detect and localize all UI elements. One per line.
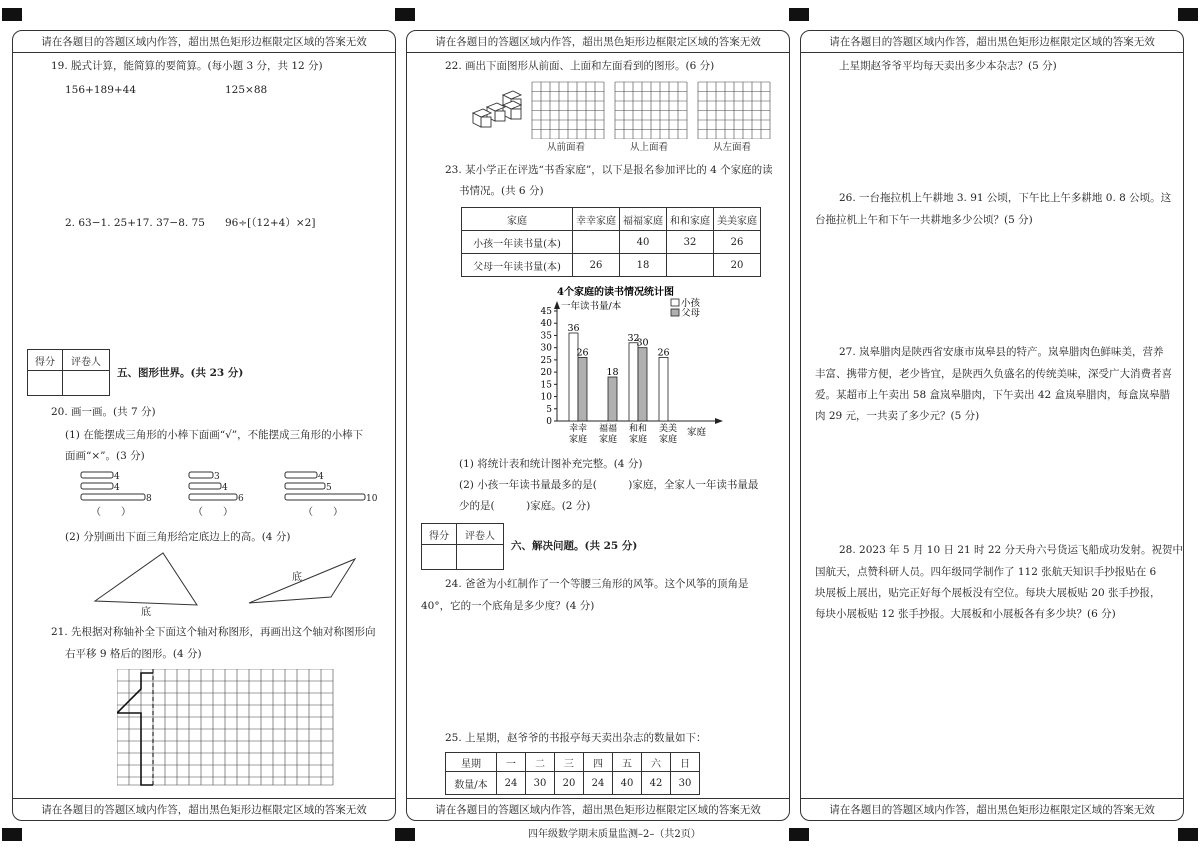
base-label-1: 底 (141, 607, 151, 618)
section-5-title: 五、图形世界。(共 23 分) (117, 367, 244, 379)
score-label: 得分 (28, 350, 63, 371)
stick-label: 10 (366, 494, 378, 504)
table-cell: 和和家庭 (667, 208, 714, 231)
table-cell: 32 (667, 231, 714, 254)
legend-swatch (671, 299, 679, 306)
y-tick-label: 0 (546, 417, 552, 427)
registration-mark (1178, 828, 1198, 841)
q20-part2: (2) 分别画出下面三角形给定底边上的高。(4 分) (65, 531, 291, 543)
q19-expr-4: 96÷[（12+4）×2] (225, 217, 316, 229)
chart-ylabel: 一年读书量/本 (561, 301, 622, 312)
registration-mark (2, 828, 22, 841)
table-cell: 数量/本 (446, 772, 497, 795)
y-axis-arrow (554, 301, 560, 309)
q26-line2: 台拖拉机上午和下午一共耕地多少公顷？(5 分) (815, 214, 1033, 226)
reading-bar-chart (517, 285, 777, 453)
y-tick-label: 45 (540, 307, 552, 317)
q23-line1: 23. 某小学正在评选“书香家庭”，以下是报名参加评比的 4 个家庭的读 (445, 164, 773, 176)
bar-value-label: 18 (606, 367, 619, 378)
table-cell: 26 (714, 231, 761, 254)
symmetry-grid[interactable] (117, 669, 337, 793)
table-cell: 五 (613, 753, 642, 772)
table-cell: 40 (620, 231, 667, 254)
q26-line1: 26. 一台拖拉机上午耕地 3. 91 公顷，下午比上午多耕地 0. 8 公顷。这 (839, 192, 1172, 204)
reading-table (461, 207, 761, 277)
q23-sub2-line1: (2) 小孩一年读书量最多的是( )家庭，全家人一年读书量最 (459, 479, 759, 491)
stick-label: 6 (238, 494, 244, 504)
table-cell: 家庭 (462, 208, 573, 231)
registration-mark (789, 8, 809, 21)
grader-label: 评卷人 (457, 524, 504, 545)
q25-title: 25. 上星期，赵爷爷的书报亭每天卖出杂志的数量如下： (445, 732, 707, 744)
q19-expr-3: 2. 63−1. 25+17. 37−8. 75 (65, 217, 205, 229)
table-cell: 20 (555, 772, 584, 795)
q20-title: 20. 画一画。(共 7 分) (51, 406, 156, 418)
view-grid-top[interactable] (614, 81, 688, 139)
grader-cell[interactable] (63, 371, 110, 396)
x-category-label: 福福 (598, 424, 618, 434)
score-box (421, 523, 504, 570)
bar-value-label: 36 (567, 323, 580, 334)
stick-label: 4 (114, 483, 120, 493)
view-label-left: 从左面看 (713, 142, 752, 153)
table-cell: 父母一年读书量(本) (462, 254, 573, 277)
stick-label: 4 (114, 472, 120, 482)
table-cell: 日 (671, 753, 700, 772)
bar-value-label: 32 (627, 332, 640, 344)
answer-paren: （ ） (193, 507, 233, 517)
legend-swatch (671, 309, 679, 316)
q28-line1: 28. 2023 年 5 月 10 日 21 时 22 分天舟六号货运飞船成功发射。祝贺中 (839, 544, 1184, 556)
legend-label: 小孩 (681, 298, 701, 309)
table-cell: 六 (642, 753, 671, 772)
table-cell: 24 (497, 772, 526, 795)
registration-mark (395, 8, 415, 21)
answer-paren: （ ） (303, 507, 343, 517)
x-axis-arrow (715, 418, 723, 424)
footer-note: 请在各题目的答题区域内作答，超出黑色矩形边框限定区域的答案无效 (13, 798, 395, 817)
q22-title: 22. 画出下面图形从前面、上面和左面看到的图形。(6 分) (445, 60, 715, 72)
y-tick-label: 20 (540, 368, 552, 379)
stick-label: 3 (214, 472, 220, 482)
answer-panel-1 (12, 30, 396, 821)
x-category-label: 和和 (628, 424, 648, 434)
cube-figure (467, 89, 527, 139)
table-cell: 福福家庭 (620, 208, 667, 231)
table-cell: 42 (642, 772, 671, 795)
q27-line4: 肉 29 元，一共卖了多少元？(5 分) (815, 410, 980, 422)
table-cell[interactable] (667, 254, 714, 277)
triangles-figure (13, 551, 393, 621)
table-cell: 美美家庭 (714, 208, 761, 231)
section-6-title: 六、解决问题。(共 25 分) (511, 540, 638, 552)
bar (569, 333, 578, 421)
stick-label: 4 (318, 472, 324, 482)
stick-label: 5 (326, 483, 332, 493)
registration-mark (789, 828, 809, 841)
table-cell: 四 (584, 753, 613, 772)
q21-line2: 右平移 9 格后的图形。(4 分) (65, 648, 202, 660)
stick-label: 8 (146, 494, 152, 504)
legend-label: 父母 (681, 308, 701, 319)
table-cell: 幸幸家庭 (573, 208, 620, 231)
bar-value-label: 30 (636, 337, 649, 349)
table-cell: 30 (671, 772, 700, 795)
header-note: 请在各题目的答题区域内作答，超出黑色矩形边框限定区域的答案无效 (13, 34, 395, 53)
table-cell: 三 (555, 753, 584, 772)
table-cell: 18 (620, 254, 667, 277)
grader-cell[interactable] (457, 545, 504, 570)
q21-line1: 21. 先根据对称轴补全下面这个轴对称图形，再画出这个轴对称图形向 (51, 626, 376, 638)
q27-line1: 27. 岚皋腊肉是陕西省安康市岚皋县的特产。岚皋腊肉色鲜味美，营养 (839, 346, 1164, 358)
q28-line2: 国航天，点赞科研人员。四年级同学制作了 112 张航天知识手抄报贴在 6 (815, 566, 1157, 578)
bar (659, 357, 668, 421)
table-cell: 30 (526, 772, 555, 795)
registration-mark (395, 828, 415, 841)
stick-label: 4 (222, 483, 228, 493)
view-grid-left[interactable] (697, 81, 771, 139)
table-cell: 20 (714, 254, 761, 277)
bar (608, 377, 617, 421)
q23-sub1: (1) 将统计表和统计图补充完整。(4 分) (459, 458, 643, 470)
y-tick-label: 40 (540, 319, 552, 330)
q28-line3: 块展板上展出，贴完正好每个展板没有空位。每块大展板贴 20 张手抄报， (815, 587, 1161, 599)
table-cell: 星期 (446, 753, 497, 772)
q23-sub2-line2: 少的是( )家庭。(2 分) (459, 500, 591, 512)
answer-panel-3 (800, 30, 1184, 821)
q28-line4: 每块小展板贴 12 张手抄报。大展板和小展板各有多少块？(6 分) (815, 608, 1116, 620)
view-label-top: 从上面看 (630, 142, 669, 153)
sticks-figure (13, 469, 393, 517)
answer-panel-2 (406, 30, 790, 821)
table-cell: 二 (526, 753, 555, 772)
table-cell: 26 (573, 254, 620, 277)
page-footer: 四年级数学期末质量监测–2–（共2页） (528, 829, 701, 840)
y-tick-label: 5 (546, 404, 552, 415)
x-category-label: 幸幸 (568, 424, 588, 434)
view-label-front: 从前面看 (547, 142, 586, 153)
view-grid-front[interactable] (531, 81, 605, 139)
bar (638, 348, 647, 421)
registration-mark (2, 8, 22, 21)
table-cell[interactable] (573, 231, 620, 254)
answer-paren: （ ） (91, 507, 131, 517)
chart-xlabel: 家庭 (687, 427, 707, 438)
registration-mark (1178, 8, 1198, 21)
y-tick-label: 15 (540, 380, 552, 391)
q20-part1-line2: 面画“×”。(3 分) (65, 450, 145, 462)
bar (578, 357, 587, 421)
q23-line2: 书情况。(共 6 分) (459, 185, 544, 197)
x-category-label: 家庭 (628, 435, 648, 445)
score-label: 得分 (422, 524, 457, 545)
bar (629, 343, 638, 421)
q19-expr-1: 156+189+44 (65, 84, 137, 96)
x-category-label: 家庭 (658, 435, 678, 445)
y-tick-label: 25 (540, 355, 552, 366)
table-cell: 一 (497, 753, 526, 772)
score-box (27, 349, 110, 396)
score-cell[interactable] (28, 371, 63, 396)
q19-title: 19. 脱式计算，能简算的要简算。(每小题 3 分，共 12 分) (51, 60, 323, 72)
magazine-table (445, 752, 700, 795)
q20-part1-line1: (1) 在能摆成三角形的小棒下面画“√”，不能摆成三角形的小棒下 (65, 429, 364, 441)
footer-note: 请在各题目的答题区域内作答，超出黑色矩形边框限定区域的答案无效 (801, 798, 1183, 817)
grader-label: 评卷人 (63, 350, 110, 371)
q27-line2: 丰富、携带方便，老少皆宜，是陕西久负盛名的传统美味，深受广大消费者喜 (815, 368, 1172, 380)
table-cell: 40 (613, 772, 642, 795)
y-tick-label: 30 (540, 343, 552, 354)
chart-title: 4个家庭的读书情况统计图 (557, 287, 674, 298)
y-tick-label: 35 (540, 331, 552, 342)
bar-value-label: 26 (657, 347, 670, 359)
y-tick-label: 10 (540, 392, 552, 403)
q19-expr-2: 125×88 (225, 84, 268, 96)
footer-note: 请在各题目的答题区域内作答，超出黑色矩形边框限定区域的答案无效 (407, 798, 789, 817)
header-note: 请在各题目的答题区域内作答，超出黑色矩形边框限定区域的答案无效 (407, 34, 789, 53)
table-cell: 24 (584, 772, 613, 795)
q24-line2: 40°，它的一个底角是多少度？(4 分) (421, 600, 595, 612)
x-category-label: 美美 (658, 424, 678, 434)
q24-line1: 24. 爸爸为小红制作了一个等腰三角形的风筝。这个风筝的顶角是 (445, 578, 749, 590)
base-label-2: 底 (292, 572, 302, 583)
q25-question: 上星期赵爷爷平均每天卖出多少本杂志？(5 分) (839, 60, 1057, 72)
table-cell: 小孩一年读书量(本) (462, 231, 573, 254)
header-note: 请在各题目的答题区域内作答，超出黑色矩形边框限定区域的答案无效 (801, 34, 1183, 53)
q27-line3: 爱。某超市上午卖出 58 盒岚皋腊肉，下午卖出 42 盒岚皋腊肉，每盒岚皋腊 (815, 389, 1171, 401)
x-category-label: 家庭 (598, 435, 618, 445)
bar-value-label: 26 (576, 347, 589, 359)
score-cell[interactable] (422, 545, 457, 570)
x-category-label: 家庭 (568, 435, 588, 445)
